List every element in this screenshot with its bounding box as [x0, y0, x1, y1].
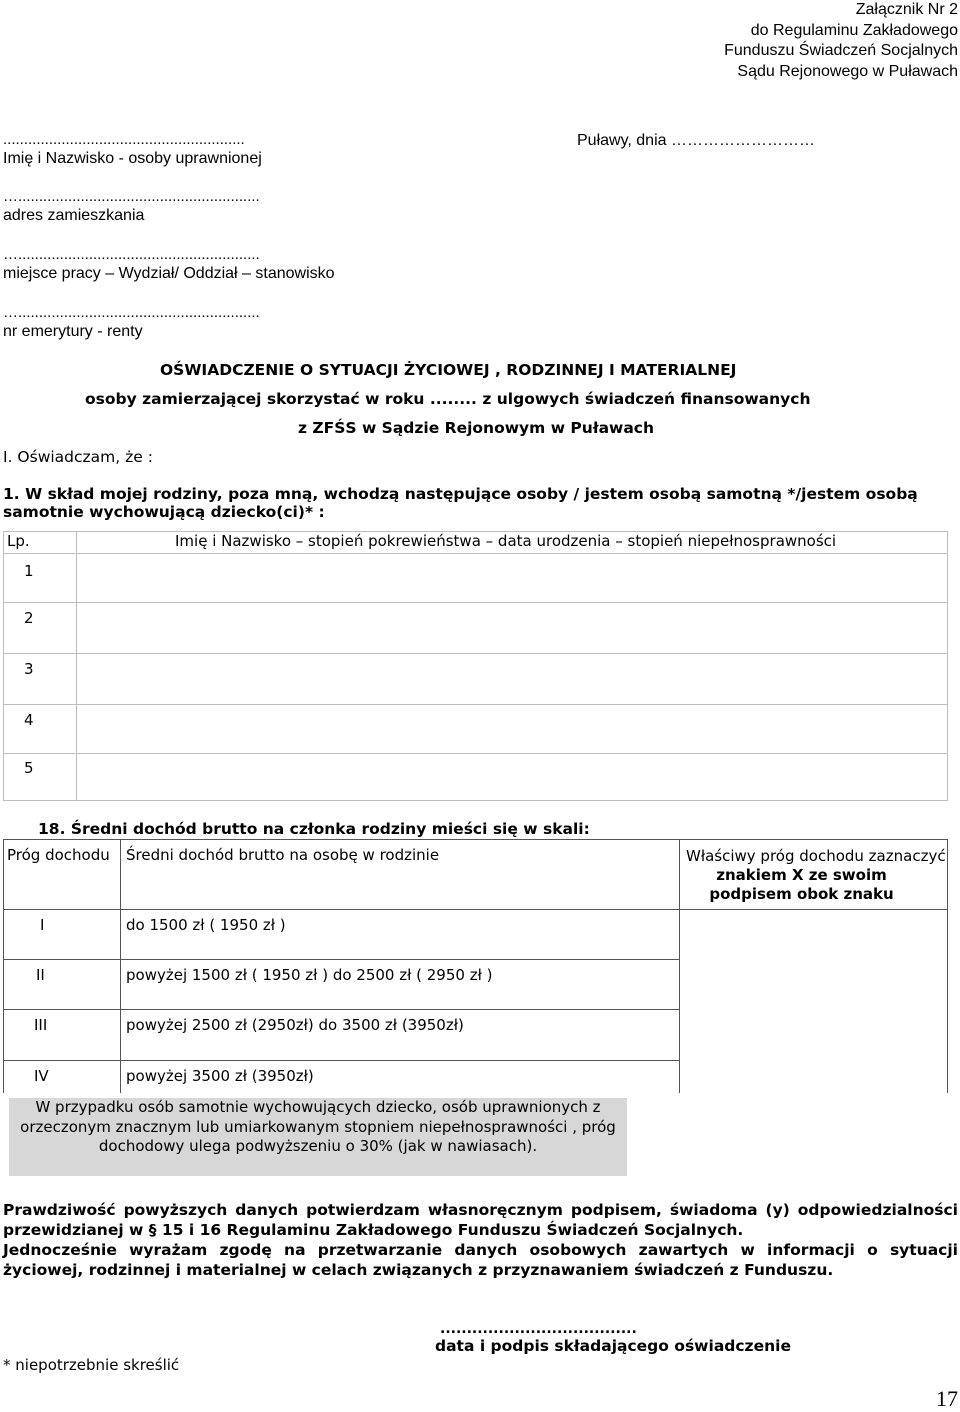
address-label: adres zamieszkania: [3, 207, 145, 224]
work-dots[interactable]: …..........................................................: [3, 246, 260, 263]
family-member-cell[interactable]: [77, 654, 948, 705]
address-dots[interactable]: …..........................................................: [3, 188, 260, 205]
income-level: III: [4, 1010, 121, 1061]
row-number: 5: [4, 754, 77, 801]
name-dots[interactable]: ..........................................................: [3, 131, 245, 148]
section18-heading: 18. Średni dochód brutto na członka rodziny mieści się w skali:: [38, 820, 590, 838]
income-level-header: Próg dochodu: [4, 840, 121, 910]
income-note: W przypadku osób samotnie wychowujących dziecko, osób uprawnionych z orzeczonym znacznym lub umiarkowanym stopniem niepełnosprawności , próg dochodowy ulega podwyższeniu o 30% (jak w nawiasach).: [9, 1098, 627, 1176]
income-range: powyżej 2500 zł (2950zł) do 3500 zł (3950zł): [121, 1010, 680, 1061]
title-subline-2: z ZFŚS w Sądzie Rejonowym w Puławach: [298, 419, 655, 437]
table-row: [4, 754, 948, 801]
pension-dots[interactable]: …..........................................................: [3, 304, 260, 321]
lp-header: Lp.: [4, 532, 77, 554]
place-date[interactable]: Puławy, dnia ………………………: [577, 132, 815, 149]
row-number: 1: [4, 554, 77, 603]
annex-line: Załącznik Nr 2: [855, 1, 958, 18]
family-member-cell[interactable]: [77, 705, 948, 754]
family-member-cell[interactable]: [77, 554, 948, 603]
pension-label: nr emerytury - renty: [3, 323, 143, 340]
footer-statements: [3, 1200, 958, 1280]
table-row: [4, 603, 948, 654]
income-mark-header: [680, 840, 948, 910]
declaration-label: I. Oświadczam, że :: [3, 448, 153, 466]
document-title: OŚWIADCZENIE O SYTUACJI ŻYCIOWEJ , RODZINNEJ I MATERIALNEJ: [160, 361, 737, 379]
work-label: miejsce pracy – Wydział/ Oddział – stanowisko: [3, 265, 335, 282]
table-row: [4, 705, 948, 754]
table-row: [4, 910, 948, 960]
income-range-header: Średni dochód brutto na osobę w rodzinie: [121, 840, 680, 910]
income-range: do 1500 zł ( 1950 zł ): [121, 910, 680, 960]
footnote: * niepotrzebnie skreślić: [3, 1356, 180, 1374]
income-level: IV: [4, 1061, 121, 1093]
signature-label: data i podpis składającego oświadczenie: [435, 1337, 791, 1355]
footer-paragraph: Prawdziwość powyższych danych potwierdzam własnoręcznym podpisem, świadoma (y) odpowiedzialności przewidzianej w § 15 i 16 Regulaminu Zakładowego Funduszu Świadczeń Socjalnych.: [3, 1201, 958, 1239]
title-subline: osoby zamierzającej skorzystać w roku ........ z ulgowych świadczeń finansowanych: [85, 390, 811, 408]
page-number: 17: [936, 1386, 958, 1411]
row-number: 4: [4, 705, 77, 754]
mark-instruction: Właściwy próg dochodu zaznaczyć: [686, 847, 946, 865]
family-member-cell[interactable]: [77, 754, 948, 801]
family-table-header: [4, 532, 948, 554]
income-level: I: [4, 910, 121, 960]
annex-header: [724, 0, 958, 82]
footer-paragraph: Jednocześnie wyrażam zgodę na przetwarzanie danych osobowych zawartych w informacji o sytuacji życiowej, rodzinnej i materialnej w celach związanych z przyznawaniem świadczeń z Funduszu.: [3, 1241, 958, 1279]
row-number: 3: [4, 654, 77, 705]
income-range: powyżej 3500 zł (3950zł): [121, 1061, 680, 1093]
income-range: powyżej 1500 zł ( 1950 zł ) do 2500 zł ( 2950 zł ): [121, 960, 680, 1010]
row-number: 2: [4, 603, 77, 654]
annex-line: Funduszu Świadczeń Socjalnych: [724, 42, 958, 59]
annex-line: do Regulaminu Zakładowego: [750, 21, 958, 39]
family-content-header: Imię i Nazwisko – stopień pokrewieństwa – data urodzenia – stopień niepełnosprawności: [77, 532, 948, 554]
income-table: [3, 839, 948, 1093]
family-table: [3, 531, 948, 801]
table-row: [4, 554, 948, 603]
mark-instruction-bold: znakiem X ze swoim podpisem obok znaku: [709, 866, 894, 903]
signature-dots[interactable]: .....................................: [440, 1321, 637, 1337]
income-table-header: [4, 840, 948, 910]
income-mark-cell[interactable]: [680, 910, 948, 1093]
annex-line: Sądu Rejonowego w Puławach: [737, 62, 958, 80]
section1-text: 1. W skład mojej rodziny, poza mną, wchodzą następujące osoby / jestem osobą samotną */jestem osobą samotnie wychowującą dziecko(ci)* :: [3, 485, 918, 521]
family-member-cell[interactable]: [77, 603, 948, 654]
income-level: II: [4, 960, 121, 1010]
name-label: Imię i Nazwisko - osoby uprawnionej: [3, 150, 262, 167]
table-row: [4, 654, 948, 705]
